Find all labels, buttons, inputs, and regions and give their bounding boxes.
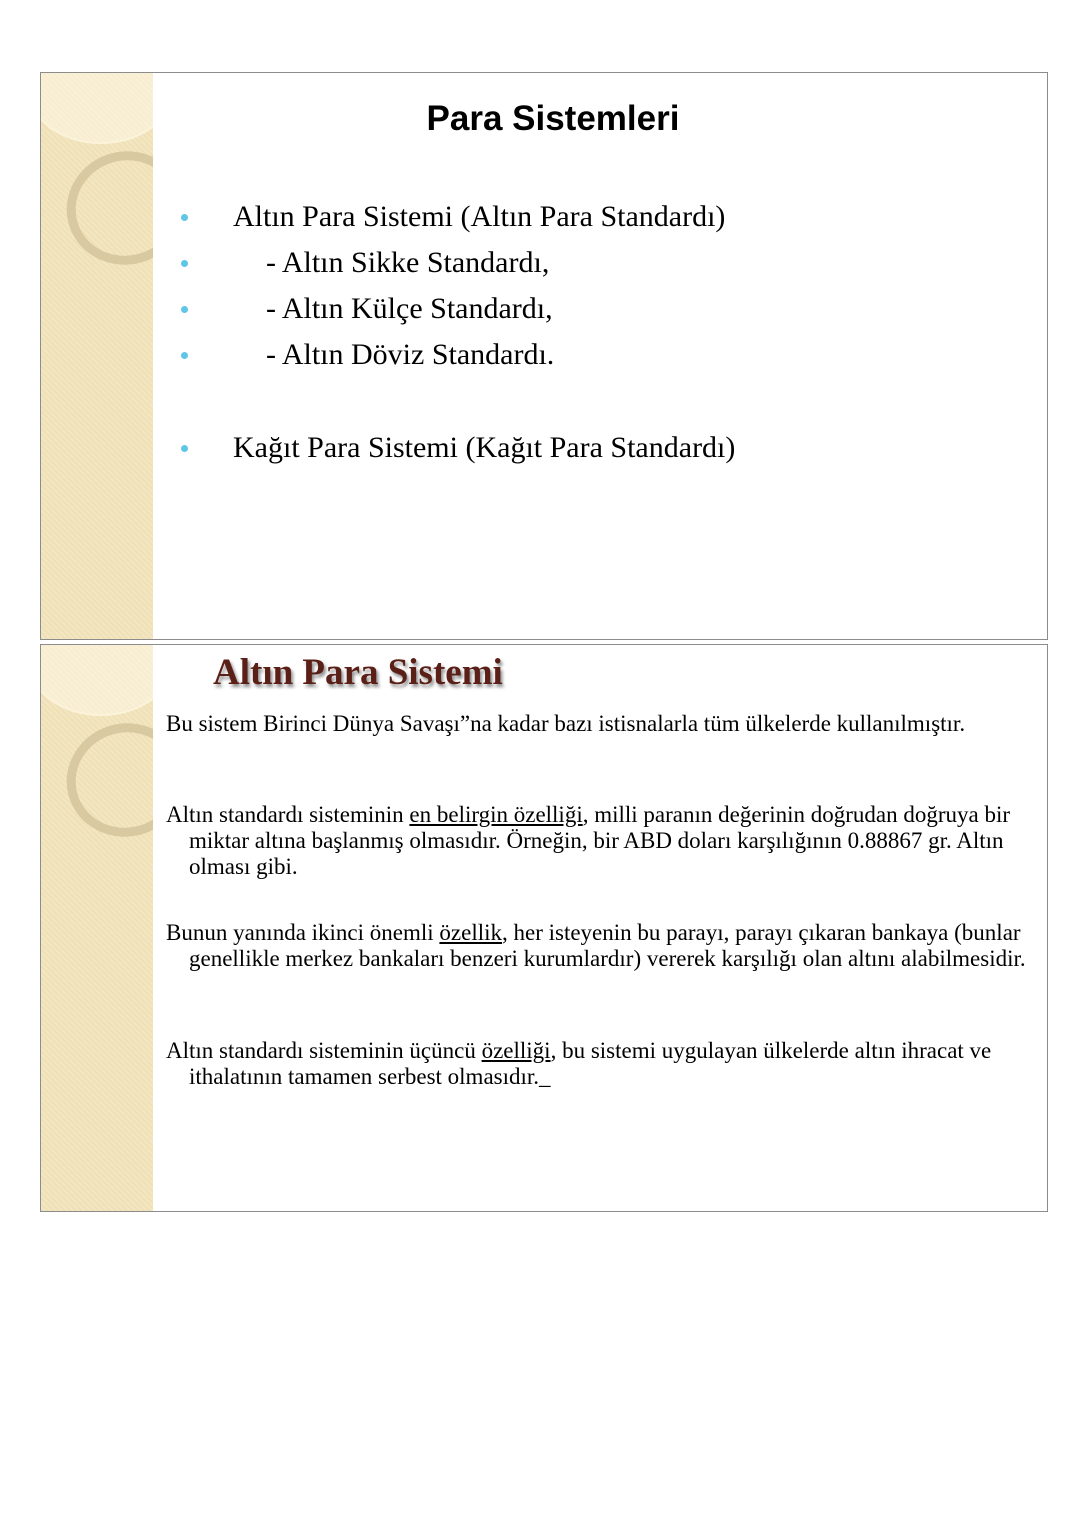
bullet-icon (181, 352, 188, 359)
slide-altin-para-sistemi (40, 644, 1048, 1212)
slide-para-sistemleri: Para Sistemleri Altın Para Sistemi (Altın Para Standardı) - Altın Sikke Standardı, - Altın Külçe Standardı, - Altın Döviz Standardı. Kağıt Para Sistemi (Kağıt Para Standardı) (40, 72, 1048, 640)
bullet-icon (181, 445, 188, 452)
paragraph: Bu sistem Birinci Dünya Savaşı”na kadar bazı istisnalarla tüm ülkelerde kullanılmıştır. (166, 711, 966, 736)
decorative-rings-icon (41, 645, 153, 845)
paragraph: Altın standardı sisteminin üçüncü özelliği, bu sistemi uygulayan ülkelerde altın ihracat ve ithalatının tamamen serbest olmasıdır._ (166, 1038, 992, 1089)
bullet-icon (181, 214, 188, 221)
paragraph: Bunun yanında ikinci önemli özellik, her isteyenin bu parayı, parayı çıkaran bankaya (bunlar genellikle merkez bankaları benzeri kurumlardır) vererek karşılığı olan altını alabilmesidir. (166, 920, 1026, 971)
bullet-icon (181, 306, 188, 313)
bullet-icon (181, 260, 188, 267)
slide-title: Para Sistemleri (426, 99, 680, 138)
paragraph: Altın standardı sisteminin en belirgin özelliği, milli paranın değerinin doğrudan doğruya bir miktar altına başlanmış olmasıdır. Örneğin, bir ABD doları karşılığının 0.88867 gr. Altın olması gibi. (166, 802, 1011, 879)
slide-title: Altın Para Sistemi (213, 652, 503, 693)
decorative-sidebar (41, 645, 153, 1211)
text-cursor: _ (539, 1064, 551, 1089)
decorative-sidebar (41, 73, 153, 639)
